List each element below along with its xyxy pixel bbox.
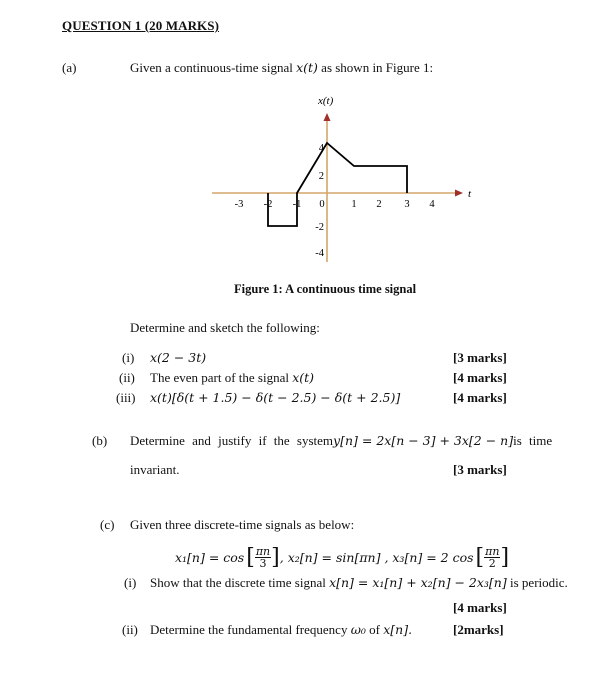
x1-lhs: x₁[n] = cos xyxy=(175,550,245,565)
x-axis-arrow-icon xyxy=(455,190,463,197)
x-axis-label: t xyxy=(468,188,472,200)
svg-text:1: 1 xyxy=(351,199,357,210)
item-a-ii-marks: [4 marks] xyxy=(453,370,507,385)
x3-bracket-fraction: [ $\frac{\pi n}{2}$ ] xyxy=(475,544,510,570)
part-a-intro-signal: x(t) xyxy=(296,60,318,75)
x1-numerator: πn xyxy=(255,545,271,558)
item-a-iii-text: x(t)[δ(t + 1.5) − δ(t − 2.5) − δ(t + 2.5)] xyxy=(150,390,401,405)
part-b-prefix: Determine and justify if the system xyxy=(130,433,334,448)
svg-text:-2: -2 xyxy=(315,222,324,233)
item-c-ii-signal: x[n]. xyxy=(383,622,413,637)
item-c-i-suffix: is periodic. xyxy=(510,575,568,590)
item-c-ii-omega: ω₀ xyxy=(350,622,366,637)
svg-text:-3: -3 xyxy=(234,199,244,210)
item-a-i-label: (i) xyxy=(122,350,135,365)
y-axis-arrow-icon xyxy=(324,113,331,121)
svg-text:2: 2 xyxy=(318,171,324,182)
part-a-intro-prefix: Given a continuous-time signal xyxy=(130,60,293,75)
item-c-ii-text xyxy=(150,622,412,638)
item-a-ii-label: (ii) xyxy=(119,370,135,385)
part-b-suffix: is time xyxy=(513,433,553,448)
figure-1-signal-plot xyxy=(0,0,602,280)
x3-numerator: πn xyxy=(485,545,500,558)
signal-trace xyxy=(268,143,410,226)
item-c-i-math: x[n] = x₁[n] + x₂[n] − 2x₃[n] xyxy=(329,575,507,590)
item-a-ii-math: x(t) xyxy=(292,370,315,385)
figure-caption: Figure 1: A continuous time signal xyxy=(234,282,417,296)
x-tick-labels xyxy=(235,199,436,210)
item-a-i-marks: [3 marks] xyxy=(453,350,507,365)
part-b-line1 xyxy=(130,433,553,449)
item-c-i-label: (i) xyxy=(124,575,137,590)
part-a-instruction: Determine and sketch the following: xyxy=(130,320,320,335)
svg-text:0: 0 xyxy=(319,199,325,210)
svg-text:2: 2 xyxy=(376,199,382,210)
x2-x3-text: , x₂[n] = sin[πn] , x₃[n] = 2 cos xyxy=(279,550,474,565)
part-c-label: (c) xyxy=(100,517,115,532)
x1-denominator: 3 xyxy=(259,557,267,570)
y-axis-label: x(t) xyxy=(318,95,334,107)
item-a-ii-prefix: The even part of the signal xyxy=(150,370,289,385)
svg-text:3: 3 xyxy=(404,199,410,210)
part-a-label: (a) xyxy=(62,60,77,75)
svg-text:4: 4 xyxy=(429,199,435,210)
item-c-i-prefix: Show that the discrete time signal xyxy=(150,575,326,590)
x3-denominator: 2 xyxy=(488,557,496,570)
item-c-ii-label: (ii) xyxy=(122,622,138,637)
part-a-intro-suffix: as shown in Figure 1: xyxy=(321,60,434,75)
item-a-ii-text xyxy=(150,370,314,386)
item-a-iii-marks: [4 marks] xyxy=(453,390,507,405)
item-c-ii-mid: of xyxy=(369,622,380,637)
svg-text:-2: -2 xyxy=(263,199,273,210)
part-b-label: (b) xyxy=(92,433,108,448)
question-title: QUESTION 1 (20 MARKS) xyxy=(62,18,220,33)
item-c-ii-marks: [2marks] xyxy=(453,622,504,637)
item-a-iii-label: (iii) xyxy=(116,390,136,405)
item-c-i-text xyxy=(150,575,568,591)
part-c-signals xyxy=(175,546,509,569)
svg-text:-4: -4 xyxy=(315,248,324,259)
part-c-intro: Given three discrete-time signals as below: xyxy=(130,517,355,532)
item-c-ii-prefix: Determine the fundamental frequency xyxy=(150,622,348,637)
item-a-i-text: x(2 − 3t) xyxy=(150,350,207,365)
part-b-marks: [3 marks] xyxy=(453,462,507,477)
part-b-equation: y[n] = 2x[n − 3] + 3x[2 − n] xyxy=(333,433,514,448)
svg-text:4: 4 xyxy=(318,143,324,154)
part-b-line2: invariant. xyxy=(130,462,180,477)
svg-text:-1: -1 xyxy=(292,199,302,210)
item-c-i-marks: [4 marks] xyxy=(453,600,507,615)
x1-bracket-fraction: [ $\frac{\pi n}{3}$ ] xyxy=(246,544,280,570)
